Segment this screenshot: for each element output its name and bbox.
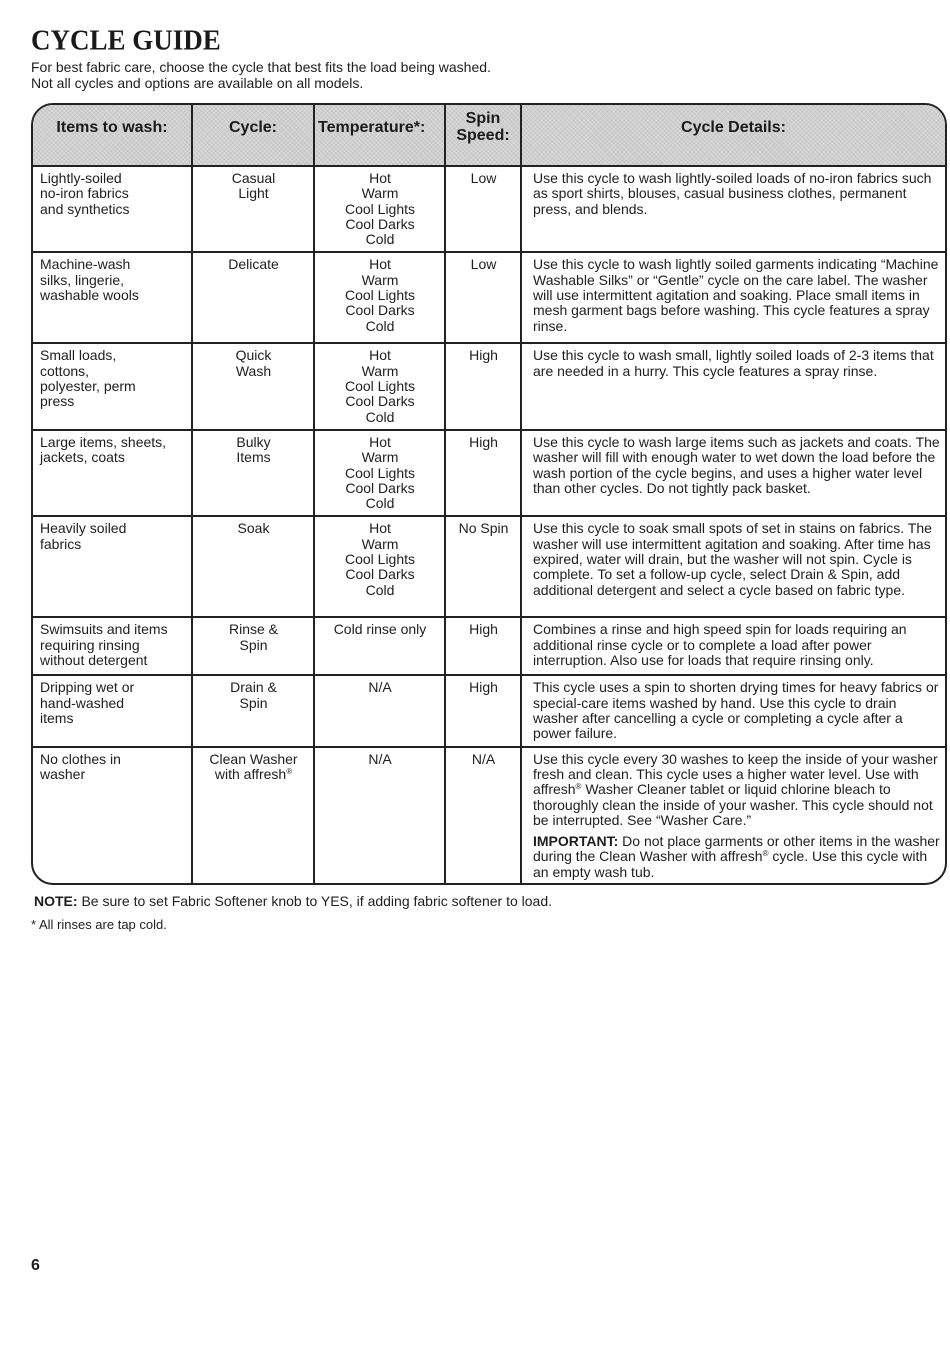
details-paragraph bbox=[533, 752, 942, 828]
items-cell bbox=[33, 430, 192, 516]
temperature-line: Cool Lights bbox=[344, 464, 416, 481]
table-row bbox=[33, 516, 945, 617]
items-line: hand-washed bbox=[40, 694, 125, 711]
temperature-line: Cold rinse only bbox=[333, 621, 427, 638]
items-cell bbox=[33, 252, 192, 343]
cycle-cell bbox=[192, 430, 314, 516]
cycle-line: Items bbox=[236, 449, 271, 466]
temperature-line: Cool Lights bbox=[344, 200, 416, 217]
items-line: Lightly-soiled bbox=[40, 170, 122, 186]
temperature-line: Warm bbox=[361, 449, 399, 466]
items-line: press bbox=[40, 393, 75, 410]
cycle-line: Quick bbox=[235, 347, 272, 364]
items-line: Large items, sheets, bbox=[40, 433, 167, 450]
spin-cell: High bbox=[445, 617, 521, 675]
temperature-line: Cool Darks bbox=[345, 302, 415, 319]
spin-cell: High bbox=[445, 343, 521, 429]
temperature-line: Cold bbox=[365, 231, 395, 248]
items-line: without detergent bbox=[40, 652, 148, 669]
temperature-line: Cool Darks bbox=[345, 393, 415, 410]
header-spin-line: Spin bbox=[465, 110, 501, 127]
cycle-cell bbox=[192, 516, 314, 617]
table-row bbox=[33, 675, 945, 746]
header-cycle-details: Cycle Details: bbox=[521, 105, 945, 166]
cycle-cell bbox=[192, 675, 314, 746]
items-line: cottons, bbox=[40, 362, 90, 379]
items-line: Machine-wash bbox=[40, 256, 131, 273]
important-paragraph bbox=[533, 834, 942, 880]
details-cell: Use this cycle to wash large items such as jackets and coats. The washer will fill with enough water to wet down the load before the wash portion of the cycle begins, and uses a higher water level than other cycles. Do not tightly pack basket. bbox=[521, 430, 945, 516]
items-line: No clothes in bbox=[40, 750, 121, 767]
details-cell: This cycle uses a spin to shorten drying times for heavy fabrics or special-care items washed by hand. Use this cycle to drain washer after cancelling a cycle or completing a cycle after a power failure. bbox=[521, 675, 945, 746]
temperature-line: Cool Darks bbox=[345, 479, 415, 496]
fabric-softener-note bbox=[34, 893, 552, 909]
important-text: cycle. Use this cycle with an empty wash tub. bbox=[533, 848, 928, 880]
temperature-line: Cool Lights bbox=[344, 378, 416, 395]
temperature-line: Warm bbox=[361, 362, 399, 379]
items-cell bbox=[33, 675, 192, 746]
items-line: washable wools bbox=[40, 287, 139, 304]
cycle-line bbox=[200, 767, 307, 782]
cycle-line: Spin bbox=[239, 694, 268, 711]
spin-cell: N/A bbox=[445, 747, 521, 884]
temperature-line: Cold bbox=[365, 581, 395, 598]
header-spin-line: Speed: bbox=[456, 127, 510, 144]
temperature-cell bbox=[314, 675, 445, 746]
items-cell bbox=[33, 516, 192, 617]
header-temperature: Temperature*: bbox=[314, 105, 445, 166]
items-line: washer bbox=[40, 765, 86, 782]
details-cell: Use this cycle to wash small, lightly soiled loads of 2-3 items that are needed in a hurry. This cycle features a spray rinse. bbox=[521, 343, 945, 429]
cycle-line: Casual bbox=[231, 170, 276, 186]
temperature-line: Cool Darks bbox=[345, 566, 415, 583]
cycle-line: Light bbox=[238, 185, 269, 202]
cycle-line: Bulky bbox=[236, 433, 271, 450]
spin-cell: High bbox=[445, 430, 521, 516]
cycle-line: Drain & bbox=[230, 679, 277, 696]
details-cell: Combines a rinse and high speed spin for loads requiring an additional rinse cycle or to complete a load after power interruption. Also use for loads that require rinsing only. bbox=[521, 617, 945, 675]
temperature-cell: N/A bbox=[314, 747, 445, 884]
cycle-line: Rinse & bbox=[228, 621, 279, 638]
temperature-line: Warm bbox=[361, 185, 399, 202]
temperature-cell bbox=[314, 252, 445, 343]
registered-mark: ® bbox=[575, 782, 582, 792]
note-text: Be sure to set Fabric Softener knob to YES, if adding fabric softener to load. bbox=[77, 893, 553, 909]
cycle-cell bbox=[192, 343, 314, 429]
temperature-line: Hot bbox=[369, 347, 391, 364]
cycle-cell bbox=[192, 617, 314, 675]
spin-cell: High bbox=[445, 675, 521, 746]
details-text: Use this cycle every 30 washes to keep the inside of your washer fresh and clean. This cycle uses a higher water level. Use with affresh bbox=[533, 750, 938, 798]
items-cell bbox=[33, 343, 192, 429]
header-items-to-wash: Items to wash: bbox=[33, 105, 192, 166]
items-cell bbox=[33, 166, 192, 252]
items-line: silks, lingerie, bbox=[40, 271, 125, 288]
intro-line: For best fabric care, choose the cycle that best fits the load being washed. bbox=[31, 59, 491, 75]
registered-mark: ® bbox=[762, 849, 769, 859]
temperature-line: Warm bbox=[361, 535, 399, 552]
table-row bbox=[33, 617, 945, 675]
temperature-cell bbox=[314, 617, 445, 675]
registered-mark: ® bbox=[286, 766, 293, 776]
details-cell: Use this cycle to soak small spots of set in stains on fabrics. The washer will use intermittent agitation and soaking. After time has expired, water will drain, but the washer will not spin. Cycle is complete. To set a follow-up cycle, select Drain & Spin, add additional detergent and select a cycle based on fabric type. bbox=[521, 516, 945, 617]
temperature-cell bbox=[314, 343, 445, 429]
cycle-cell bbox=[192, 747, 314, 884]
table-row bbox=[33, 747, 945, 884]
temperature-line: Hot bbox=[369, 256, 391, 273]
items-line: requiring rinsing bbox=[40, 636, 140, 653]
temperature-line: Hot bbox=[369, 170, 391, 186]
temperature-line: Cool Lights bbox=[344, 287, 416, 304]
important-text: Do not place garments or other items in the washer during the Clean Washer with affresh bbox=[533, 833, 940, 865]
details-cell: Use this cycle to wash lightly-soiled loads of no-iron fabrics such as sport shirts, blouses, casual business clothes, permanent press, and blends. bbox=[521, 166, 945, 252]
page-title: CYCLE GUIDE bbox=[31, 24, 221, 56]
note-label: NOTE: bbox=[34, 893, 78, 909]
cycle-cell bbox=[192, 252, 314, 343]
cycle-line: Spin bbox=[239, 636, 268, 653]
header-spin-speed bbox=[445, 105, 521, 166]
items-line: Heavily soiled bbox=[40, 520, 127, 537]
table-header-row bbox=[33, 105, 945, 166]
temperature-line: Cold bbox=[365, 495, 395, 512]
table-row bbox=[33, 343, 945, 429]
items-line: Swimsuits and items bbox=[40, 621, 168, 638]
temperature-cell bbox=[314, 516, 445, 617]
items-line: fabrics bbox=[40, 535, 82, 552]
items-line: items bbox=[40, 710, 74, 727]
page-number: 6 bbox=[31, 1257, 40, 1274]
intro-line: Not all cycles and options are available on all models. bbox=[31, 75, 364, 91]
temperature-line: Cool Lights bbox=[344, 551, 416, 568]
items-line: and synthetics bbox=[40, 200, 130, 217]
temperature-line: Cold bbox=[365, 317, 395, 334]
items-line: no-iron fabrics bbox=[40, 185, 129, 202]
temperature-line: Cool Darks bbox=[345, 215, 415, 232]
details-cell bbox=[521, 747, 945, 884]
cycle-text: with affresh bbox=[214, 765, 287, 782]
items-line: Small loads, bbox=[40, 347, 117, 364]
temperature-line: N/A bbox=[368, 679, 392, 696]
temperature-line: Hot bbox=[369, 433, 391, 450]
temperature-line: Warm bbox=[361, 271, 399, 288]
spin-cell: No Spin bbox=[445, 516, 521, 617]
table-row bbox=[33, 430, 945, 516]
cycle-cell bbox=[192, 166, 314, 252]
temperature-cell bbox=[314, 430, 445, 516]
cycle-line: Clean Washer bbox=[209, 750, 298, 767]
spin-cell: Low bbox=[445, 166, 521, 252]
temperature-line: Cold bbox=[365, 408, 395, 425]
table-row bbox=[33, 166, 945, 252]
temperature-cell bbox=[314, 166, 445, 252]
cycle-guide-table-container bbox=[31, 103, 947, 885]
items-line: jackets, coats bbox=[40, 449, 125, 466]
details-text: Washer Cleaner tablet or liquid chlorine bleach to thoroughly clean the inside of your washer. This cycle should not be interrupted. See “Washer Care.” bbox=[533, 781, 933, 828]
cycle-guide-table bbox=[33, 105, 945, 884]
cycle-line: Wash bbox=[235, 362, 272, 379]
items-line: Dripping wet or bbox=[40, 679, 135, 696]
items-cell bbox=[33, 617, 192, 675]
temperature-line: Hot bbox=[369, 520, 391, 537]
rinse-footnote: * All rinses are tap cold. bbox=[31, 917, 167, 932]
items-line: polyester, perm bbox=[40, 378, 136, 395]
header-cycle: Cycle: bbox=[192, 105, 314, 166]
details-cell: Use this cycle to wash lightly soiled garments indicating “Machine Washable Silks” or “Gentle” cycle on the care label. The washer will use intermittent agitation and soaking. Place small items in mesh garment bags before washing. This cycle features a spray rinse. bbox=[521, 252, 945, 343]
items-cell bbox=[33, 747, 192, 884]
cycle-line: Delicate bbox=[228, 256, 279, 273]
spin-cell: Low bbox=[445, 252, 521, 343]
cycle-line: Soak bbox=[237, 520, 270, 537]
important-label: IMPORTANT: bbox=[533, 833, 619, 850]
intro-text bbox=[31, 59, 491, 91]
table-row bbox=[33, 252, 945, 343]
